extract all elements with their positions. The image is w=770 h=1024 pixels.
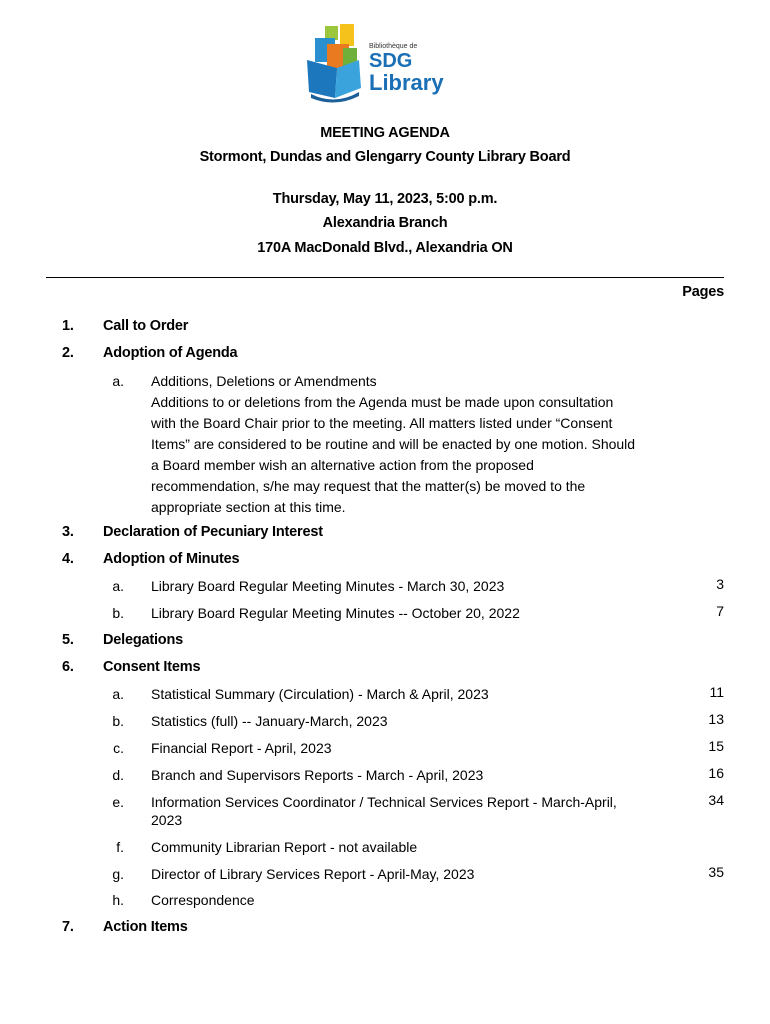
item-title: Declaration of Pecuniary Interest xyxy=(103,524,323,540)
item-number: 5. xyxy=(62,632,74,648)
sub-item-letter: h. xyxy=(112,892,124,908)
logo-small-text: Bibliothèque de xyxy=(369,43,418,50)
item-title: Adoption of Agenda xyxy=(103,345,238,361)
meeting-address: 170A MacDonald Blvd., Alexandria ON xyxy=(257,240,513,256)
sub-item-text: Library Board Regular Meeting Minutes -- October 20, 2022 xyxy=(151,605,520,621)
sub-item-page: 15 xyxy=(708,738,724,754)
sub-item-text: Library Board Regular Meeting Minutes - March 30, 2023 xyxy=(151,578,505,594)
item-number: 6. xyxy=(62,659,74,675)
sub-item-letter: b. xyxy=(112,713,124,729)
sub-item-text: Community Librarian Report - not available xyxy=(151,839,418,855)
item-number: 7. xyxy=(62,919,74,935)
sub-item-text: Financial Report - April, 2023 xyxy=(151,740,332,756)
logo-main-text: SDG xyxy=(369,50,413,72)
sub-item-page: 11 xyxy=(709,684,724,700)
sub-item-text: Statistical Summary (Circulation) - March & April, 2023 xyxy=(151,686,489,702)
item-number: 4. xyxy=(62,551,74,567)
board-name: Stormont, Dundas and Glengarry County Library Board xyxy=(199,149,571,165)
header-divider xyxy=(46,277,724,278)
sub-item-text: Branch and Supervisors Reports - March - April, 2023 xyxy=(151,767,484,783)
sub-item-page: 7 xyxy=(716,603,724,619)
item-title: Action Items xyxy=(103,919,188,935)
item-number: 1. xyxy=(62,318,74,334)
sub-item-text: Additions, Deletions or Amendments xyxy=(151,373,377,389)
sub-item-text: Information Services Coordinator / Technical Services Report - March-April, 2023 xyxy=(151,794,617,828)
sub-item-page: 16 xyxy=(708,765,724,781)
sub-item-letter: e. xyxy=(112,794,124,810)
sub-item-letter: d. xyxy=(112,767,124,783)
agenda-title: MEETING AGENDA xyxy=(320,125,450,141)
sub-item-text: Correspondence xyxy=(151,892,255,908)
sub-item-page: 13 xyxy=(708,711,724,727)
sdg-library-logo xyxy=(305,22,455,104)
pages-column-label: Pages xyxy=(682,284,724,300)
sub-item-text: Statistics (full) -- January-March, 2023 xyxy=(151,713,388,729)
sub-item-page: 34 xyxy=(708,792,724,808)
sub-item-text: Director of Library Services Report - April-May, 2023 xyxy=(151,866,475,882)
meeting-branch: Alexandria Branch xyxy=(322,215,448,231)
item-number: 2. xyxy=(62,345,74,361)
sub-item-page: 35 xyxy=(708,864,724,880)
sub-item-letter: b. xyxy=(112,605,124,621)
sub-item-letter: f. xyxy=(116,839,124,855)
item-number: 3. xyxy=(62,524,74,540)
item-title: Delegations xyxy=(103,632,183,648)
sub-item-letter: a. xyxy=(112,373,124,389)
meeting-date: Thursday, May 11, 2023, 5:00 p.m. xyxy=(272,191,498,207)
item-title: Consent Items xyxy=(103,659,201,675)
sub-item-description: Additions to or deletions from the Agenda must be made upon consultation with the Board Chair prior to the meeting. All matters listed under “Consent Items” are considered to be routine and will be enacted by one motion. Should a Board member wish an alternative action from the proposed recommendation, s/he may request that the matter(s) be moved to the appropriate section at this time. xyxy=(151,394,636,515)
sub-item-page: 3 xyxy=(716,576,724,592)
sub-item-letter: a. xyxy=(112,686,124,702)
item-title: Call to Order xyxy=(103,318,189,334)
logo-sub-text: Library xyxy=(369,70,444,95)
sub-item-letter: a. xyxy=(112,578,124,594)
item-title: Adoption of Minutes xyxy=(103,551,240,567)
sub-item-letter: g. xyxy=(112,866,124,882)
sub-item-letter: c. xyxy=(113,740,124,756)
